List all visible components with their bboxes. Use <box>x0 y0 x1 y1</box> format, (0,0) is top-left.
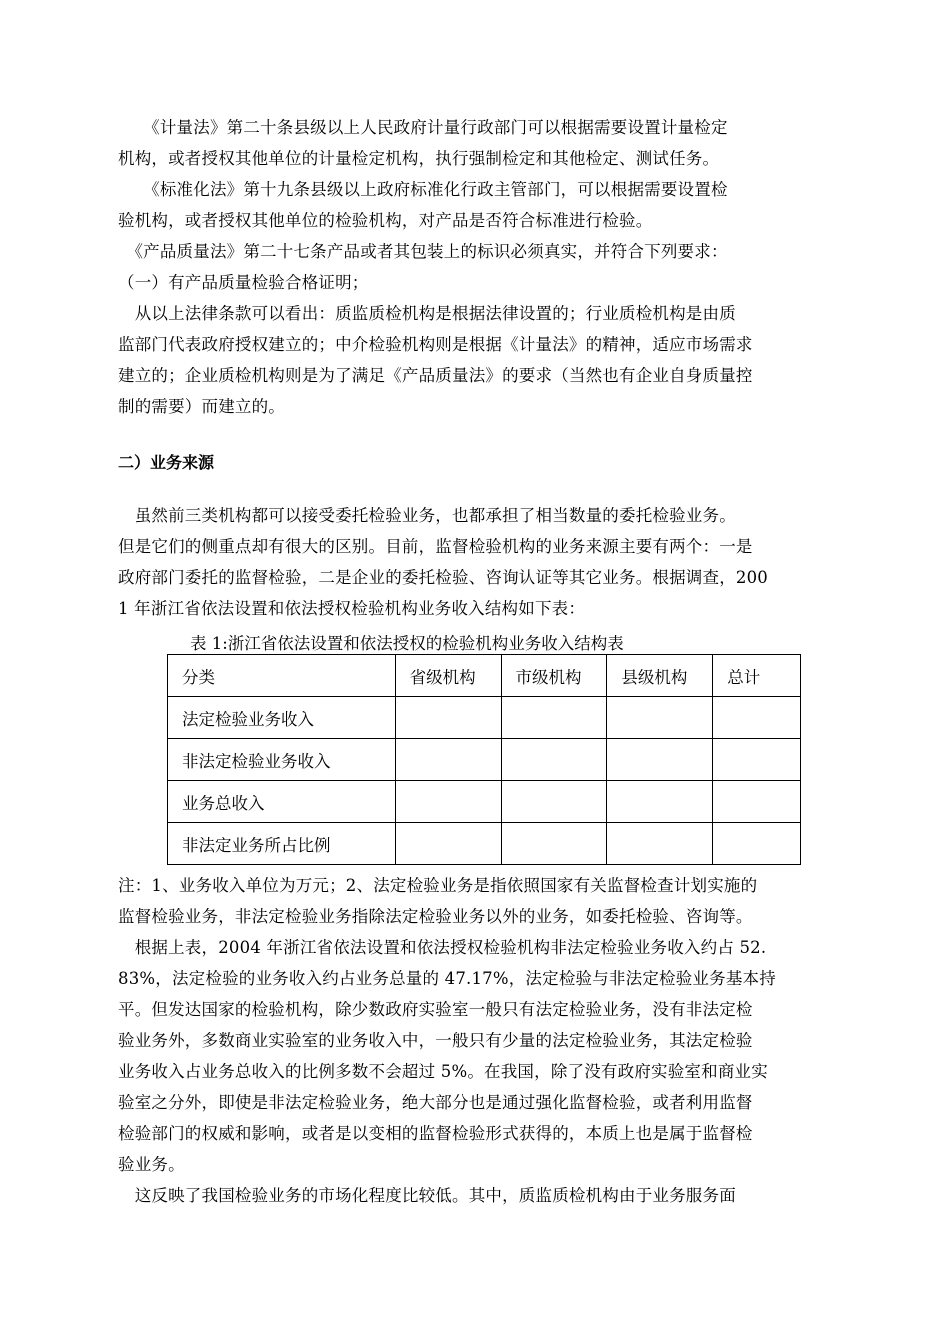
table-header-cell: 省级机构 <box>395 655 501 697</box>
text-line: 平。但发达国家的检验机构，除少数政府实验室一般只有法定检验业务，没有非法定检 <box>118 1000 753 1019</box>
text-line: 83%，法定检验的业务收入约占业务总量的 47.17%，法定检验与非法定检验业务基本持 <box>118 969 776 988</box>
text-line: 验室之分外，即使是非法定检验业务，绝大部分也是通过强化监督检验，或者利用监督 <box>118 1093 753 1112</box>
table-row <box>168 781 801 823</box>
table-cell <box>501 781 607 823</box>
text-line: 《标准化法》第十九条县级以上政府标准化行政主管部门，可以根据需要设置检 <box>118 180 728 199</box>
table-row <box>168 697 801 739</box>
text-line: 虽然前三类机构都可以接受委托检验业务，也都承担了相当数量的委托检验业务。 <box>118 506 736 525</box>
table-cell: 非法定业务所占比例 <box>168 823 396 865</box>
text-line: 建立的；企业质检机构则是为了满足《产品质量法》的要求（当然也有企业自身质量控 <box>118 366 753 385</box>
table-header-cell: 总计 <box>713 655 801 697</box>
table-cell <box>501 823 607 865</box>
text-line: 注：1、业务收入单位为万元；2、法定检验业务是指依照国家有关监督检查计划实施的 <box>118 876 758 895</box>
table-cell: 法定检验业务收入 <box>168 697 396 739</box>
text-line: 制的需要）而建立的。 <box>118 397 285 416</box>
table-cell <box>501 739 607 781</box>
text-line: 监部门代表政府授权建立的；中介检验机构则是根据《计量法》的精神，适应市场需求 <box>118 335 753 354</box>
table-cell <box>607 697 713 739</box>
text-line: 业务收入占业务总收入的比例多数不会超过 5%。在我国，除了没有政府实验室和商业实 <box>118 1062 768 1081</box>
text-line: 《计量法》第二十条县级以上人民政府计量行政部门可以根据需要设置计量检定 <box>118 118 728 137</box>
income-structure-table <box>167 654 801 865</box>
text-line: 检验部门的权威和影响，或者是以变相的监督检验形式获得的，本质上也是属于监督检 <box>118 1124 753 1143</box>
table-cell <box>607 823 713 865</box>
table-cell <box>395 697 501 739</box>
table-cell <box>713 739 801 781</box>
text-line: 机构，或者授权其他单位的计量检定机构，执行强制检定和其他检定、测试任务。 <box>118 149 720 168</box>
table-cell <box>713 823 801 865</box>
table-cell <box>395 739 501 781</box>
text-line: 验机构，或者授权其他单位的检验机构，对产品是否符合标准进行检验。 <box>118 211 653 230</box>
table-row <box>168 823 801 865</box>
table-row <box>168 739 801 781</box>
text-line: 但是它们的侧重点却有很大的区别。目前，监督检验机构的业务来源主要有两个：一是 <box>118 537 753 556</box>
table-cell: 业务总收入 <box>168 781 396 823</box>
text-line: 《产品质量法》第二十七条产品或者其包装上的标识必须真实，并符合下列要求： <box>118 242 728 261</box>
table-header-cell: 市级机构 <box>501 655 607 697</box>
text-line: 这反映了我国检验业务的市场化程度比较低。其中，质监质检机构由于业务服务面 <box>118 1186 736 1205</box>
table-cell <box>395 823 501 865</box>
section-heading: 二）业务来源 <box>118 453 215 472</box>
table-cell <box>713 697 801 739</box>
table-caption: 表 1:浙江省依法设置和依法授权的检验机构业务收入结构表 <box>190 634 624 653</box>
table-cell <box>607 781 713 823</box>
table-cell <box>607 739 713 781</box>
text-line: 监督检验业务，非法定检验业务指除法定检验业务以外的业务，如委托检验、咨询等。 <box>118 907 753 926</box>
text-line: 政府部门委托的监督检验，二是企业的委托检验、咨询认证等其它业务。根据调查，200 <box>118 568 768 587</box>
text-line: 根据上表，2004 年浙江省依法设置和依法授权检验机构非法定检验业务收入约占 52. <box>118 938 767 957</box>
table-header-row <box>168 655 801 697</box>
table-cell: 非法定检验业务收入 <box>168 739 396 781</box>
text-line: 验业务。 <box>118 1155 185 1174</box>
table-header-cell: 分类 <box>168 655 396 697</box>
text-line: 1 年浙江省依法设置和依法授权检验机构业务收入结构如下表： <box>118 599 586 618</box>
table-header-cell: 县级机构 <box>607 655 713 697</box>
table-cell <box>395 781 501 823</box>
text-line: 从以上法律条款可以看出：质监质检机构是根据法律设置的；行业质检机构是由质 <box>118 304 736 323</box>
text-line: （一）有产品质量检验合格证明； <box>118 273 369 292</box>
text-line: 验业务外，多数商业实验室的业务收入中，一般只有少量的法定检验业务，其法定检验 <box>118 1031 753 1050</box>
table-cell <box>501 697 607 739</box>
table-cell <box>713 781 801 823</box>
